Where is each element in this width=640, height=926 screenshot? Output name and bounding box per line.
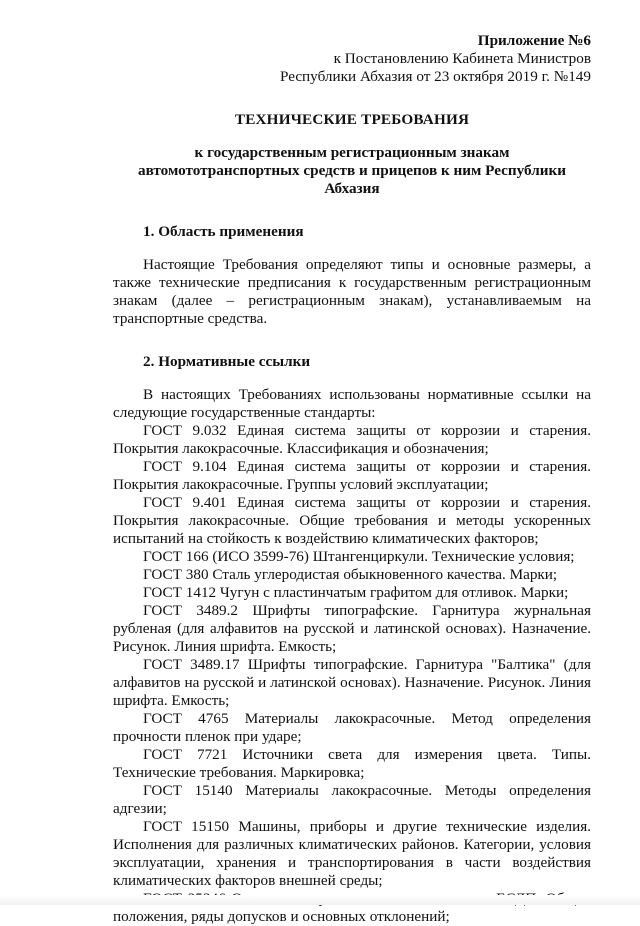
gost-reference-item: ГОСТ 15150 Машины, приборы и другие технические изделия. Исполнения для различных климатических районов. Категории, условия эксплуатации, хранения и транспортирования в части воздействия климатических факторов внешней среды; xyxy=(113,818,591,889)
scan-bottom-edge xyxy=(0,895,640,905)
appendix-line-1: к Постановлению Кабинета Министров xyxy=(333,50,591,67)
gost-reference-item: положения, ряды допусков и основных отклонений; xyxy=(113,908,450,925)
section-heading-scope: 1. Область применения xyxy=(143,223,304,240)
gost-reference-item: ГОСТ 3489.2 Шрифты типографские. Гарнитура журнальная рубленая (для алфавитов на русской и латинской основах). Назначение. Рисунок. Линия шрифта. Емкость; xyxy=(113,602,591,655)
section-heading-references: 2. Нормативные ссылки xyxy=(143,353,311,370)
document-page xyxy=(113,32,591,926)
references-intro: В настоящих Требованиях использованы нормативные ссылки на следующие государственные стандарты: xyxy=(113,386,591,421)
gost-reference-item: ГОСТ 3489.17 Шрифты типографские. Гарнитура "Балтика" (для алфавитов на русской и латинской основах). Назначение. Рисунок. Линия шрифта. Емкость; xyxy=(113,656,591,709)
gost-reference-list xyxy=(113,422,591,926)
gost-reference-item: ГОСТ 380 Сталь углеродистая обыкновенного качества. Марки; xyxy=(143,566,558,583)
gost-reference-item: ГОСТ 15140 Материалы лакокрасочные. Методы определения адгезии; xyxy=(113,782,591,817)
gost-reference-item: ГОСТ 7721 Источники света для измерения цвета. Типы. Технические требования. Маркировка; xyxy=(113,746,591,781)
gost-reference-item: ГОСТ 9.104 Единая система защиты от коррозии и старения. Покрытия лакокрасочные. Группы условий эксплуатации; xyxy=(113,458,591,493)
document-title: ТЕХНИЧЕСКИЕ ТРЕБОВАНИЯ xyxy=(234,111,470,128)
document-subtitle: к государственным регистрационным знакам автомототранспортных средств и прицепов к ним Республики Абхазия xyxy=(137,144,567,197)
gost-reference-item: ГОСТ 1412 Чугун с пластинчатым графитом для отливок. Марки; xyxy=(143,584,569,601)
gost-reference-item: ГОСТ 9.401 Единая система защиты от коррозии и старения. Покрытия лакокрасочные. Общие требования и методы ускоренных испытаний на стойкость к воздействию климатических факторов; xyxy=(113,494,591,547)
appendix-header xyxy=(113,32,591,86)
gost-reference-item: ГОСТ 166 (ИСО 3599-76) Штангенциркули. Технические условия; xyxy=(143,548,575,565)
gost-reference-item: ГОСТ 4765 Материалы лакокрасочные. Метод определения прочности пленок при ударе; xyxy=(113,710,591,745)
scope-paragraph: Настоящие Требования определяют типы и основные размеры, а также технические предписания к государственным регистрационным знакам (далее – регистрационным знакам), устанавливаемым на транспортные средства. xyxy=(113,256,591,327)
appendix-number: Приложение №6 xyxy=(477,32,591,49)
appendix-line-2: Республики Абхазия от 23 октября 2019 г. №149 xyxy=(279,68,591,85)
gost-reference-item: ГОСТ 9.032 Единая система защиты от коррозии и старения. Покрытия лакокрасочные. Классификация и обозначения; xyxy=(113,422,591,457)
